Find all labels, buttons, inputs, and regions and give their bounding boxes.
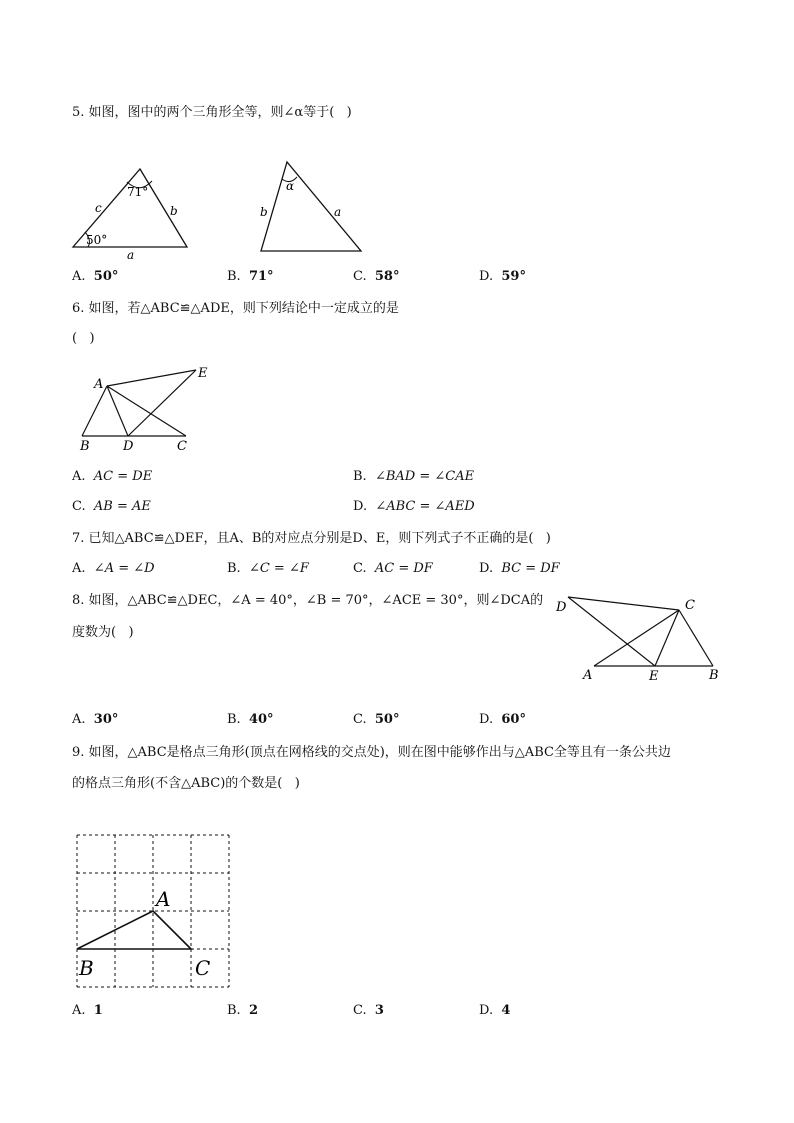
q6-option-d[interactable]: D. ∠ABC = ∠AED (353, 499, 475, 514)
q5-stem: 5. 如图，图中的两个三角形全等，则∠α等于( ) (72, 105, 352, 120)
q5-option-c[interactable]: C. 58° (353, 269, 400, 284)
q7-option-d[interactable]: D. BC = DF (479, 561, 560, 576)
q6-stem: 6. 如图，若△ABC≌△ADE，则下列结论中一定成立的是 (72, 301, 399, 316)
q6-option-b[interactable]: B. ∠BAD = ∠CAE (353, 469, 475, 484)
q7-option-b[interactable]: B. ∠C = ∠F (227, 561, 309, 576)
q5-angle-71: 71° (127, 185, 149, 199)
q9-stem-line2: 的格点三角形(不含△ABC)的个数是( ) (72, 776, 300, 791)
q9-label-b: B (79, 956, 94, 980)
q6-label-c: C (177, 439, 187, 454)
q8-option-c[interactable]: C. 50° (353, 712, 400, 727)
q5-side-a2: a (334, 205, 342, 219)
q9-label-a: A (156, 887, 171, 911)
q8-option-b[interactable]: B. 40° (227, 712, 274, 727)
q5-option-b[interactable]: B. 71° (227, 269, 274, 284)
q5-side-b2: b (260, 205, 268, 219)
q8-label-c: C (685, 598, 695, 613)
q8-stem-line2: 度数为( ) (72, 625, 134, 640)
q7-option-c[interactable]: C. AC = DF (353, 561, 433, 576)
q5-alpha-label: α (286, 179, 295, 193)
q5-option-a[interactable]: A. 50° (72, 269, 119, 284)
q5-angle-50: 50° (86, 233, 108, 247)
q5-side-b: b (170, 204, 178, 218)
q8-label-d: D (556, 600, 567, 615)
q6-label-e: E (198, 366, 208, 381)
q6-option-c[interactable]: C. AB = AE (72, 499, 151, 514)
q8-label-e: E (649, 669, 659, 684)
q8-option-a[interactable]: A. 30° (72, 712, 119, 727)
q9-label-c: C (195, 956, 211, 980)
q6-label-d: D (123, 439, 134, 454)
q8-stem: 8. 如图，△ABC≌△DEC，∠A = 40°，∠B = 70°，∠ACE = 30°，则∠DCA的 (72, 593, 544, 608)
q8-label-a: A (583, 668, 593, 683)
q9-option-c[interactable]: C. 3 (353, 1003, 384, 1018)
q6-answer-paren: ( ) (72, 331, 95, 346)
q9-stem: 9. 如图，△ABC是格点三角形(顶点在网格线的交点处)，则在图中能够作出与△ABC全等且有一条公共边 (72, 745, 671, 760)
q9-option-a[interactable]: A. 1 (72, 1003, 103, 1018)
q6-option-a[interactable]: A. AC = DE (72, 469, 153, 484)
q6-label-b: B (80, 439, 90, 454)
q5-side-c: c (95, 201, 102, 215)
q8-label-b: B (709, 668, 719, 683)
q6-label-a: A (94, 377, 104, 392)
q7-stem: 7. 已知△ABC≌△DEF，且A、B的对应点分别是D、E，则下列式子不正确的是( ) (72, 531, 551, 546)
q5-option-d[interactable]: D. 59° (479, 269, 526, 284)
q5-side-a: a (127, 248, 135, 262)
q9-option-d[interactable]: D. 4 (479, 1003, 511, 1018)
q7-option-a[interactable]: A. ∠A = ∠D (72, 561, 155, 576)
q9-option-b[interactable]: B. 2 (227, 1003, 258, 1018)
q8-option-d[interactable]: D. 60° (479, 712, 526, 727)
